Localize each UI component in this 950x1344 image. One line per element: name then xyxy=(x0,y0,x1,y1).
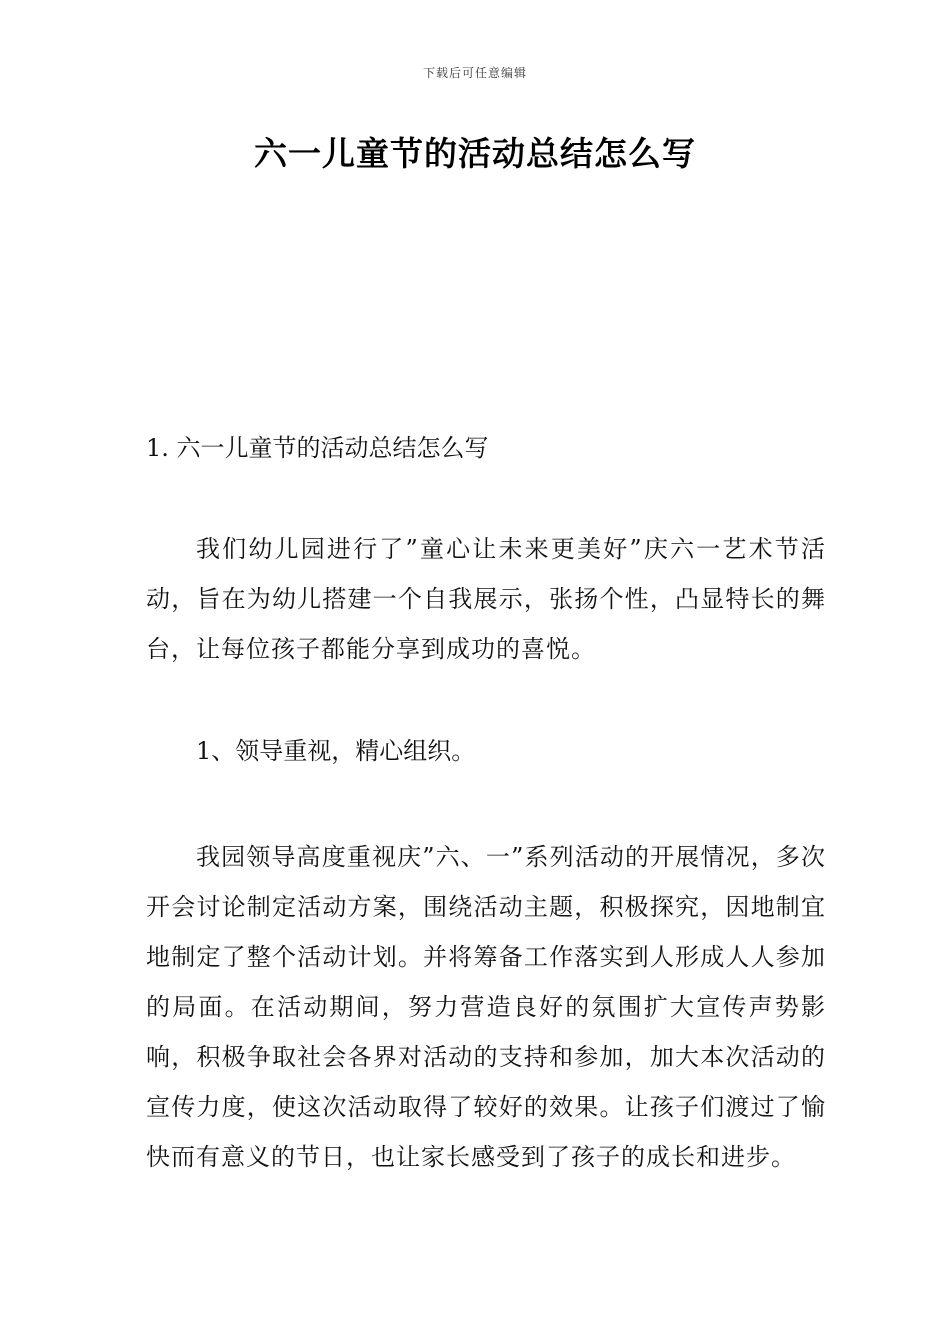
spacer xyxy=(146,674,826,726)
section-heading: 1. 六一儿童节的活动总结怎么写 xyxy=(146,434,489,462)
body-paragraph-1: 我园领导高度重视庆”六、一”系列活动的开展情况，多次开会讨论制定活动方案，围绕活动主题，积极探究，因地制宜地制定了整个活动计划。并将筹备工作落实到人形成人人参加的局面。在活动期间，努力营造良好的氛围扩大宣传声势影响，积极争取社会各界对活动的支持和参加，加大本次活动的宣传力度，使这次活动取得了较好的效果。让孩子们渡过了愉快而有意义的节日，也让家长感受到了孩子的成长和进步。 xyxy=(146,843,826,1171)
point-heading-1: 1、领导重视，精心组织。 xyxy=(196,737,476,765)
spacer xyxy=(146,468,826,524)
document-title: 六一儿童节的活动总结怎么写 xyxy=(254,134,696,173)
header-note: 下载后可任意编辑 xyxy=(422,66,527,80)
intro-paragraph: 我们幼儿园进行了”童心让未来更美好”庆六一艺术节活动，旨在为幼儿搭建一个自我展示，张扬个性，凸显特长的舞台，让每位孩子都能分享到成功的喜悦。 xyxy=(146,535,826,663)
document-body xyxy=(146,428,826,1182)
spacer xyxy=(146,776,826,832)
